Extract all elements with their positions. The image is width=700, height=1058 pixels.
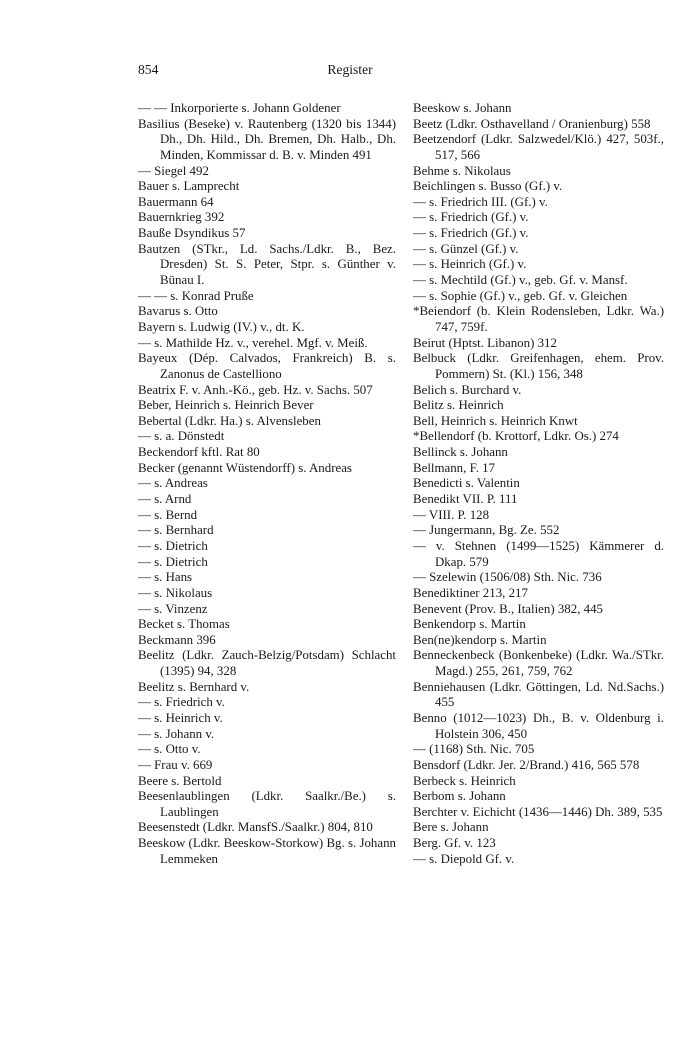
index-entry: Berchter v. Eichicht (1436—1446) Dh. 389, 535	[413, 804, 663, 819]
index-entry: — s. Friedrich (Gf.) v.	[413, 226, 529, 241]
index-entry: — s. Johann v.	[138, 726, 215, 741]
index-entry: Bell, Heinrich s. Heinrich Knwt	[413, 413, 578, 428]
index-entry: Beckmann 396	[138, 632, 216, 647]
index-entry: — — Inkorporierte s. Johann Goldener	[138, 101, 341, 115]
index-entry: — s. Andreas	[138, 476, 208, 491]
index-entry: — Jungermann, Bg. Ze. 552	[413, 523, 560, 538]
index-entry: Bellmann, F. 17	[413, 460, 496, 475]
index-entry: — s. Bernhard	[138, 523, 214, 538]
index-entry: — s. Sophie (Gf.) v., geb. Gf. v. Gleichen	[413, 288, 628, 303]
index-entry: — s. Günzel (Gf.) v.	[413, 241, 519, 256]
page-header	[0, 62, 700, 84]
index-entry: — s. Friedrich (Gf.) v.	[413, 210, 529, 225]
index-entry: — s. Vinzenz	[138, 601, 208, 616]
index-entry: Bebertal (Ldkr. Ha.) s. Alvensleben	[138, 413, 321, 428]
index-entry: — Szelewin (1506/08) Sth. Nic. 736	[413, 570, 602, 585]
index-entry: Benedikt VII. P. 111	[413, 492, 518, 507]
index-entry: — VIII. P. 128	[413, 507, 490, 522]
left-index-column	[138, 101, 396, 867]
index-entry: — s. Friedrich III. (Gf.) v.	[413, 194, 548, 209]
index-entry: — s. Dietrich	[138, 554, 208, 569]
index-entry: Beesenstedt (Ldkr. MansfS./Saalkr.) 804, 810	[138, 820, 373, 835]
index-entry: — s. Mechtild (Gf.) v., geb. Gf. v. Mansf.	[413, 273, 628, 288]
index-entry: — s. Friedrich v.	[138, 695, 225, 710]
index-entry: Beetz (Ldkr. Osthavelland / Oranienburg) 558	[413, 116, 651, 131]
index-entry: — s. Hans	[138, 570, 193, 585]
index-entry: Beelitz (Ldkr. Zauch-Belzig/Potsdam) Schlacht (1395) 94, 328	[138, 648, 396, 679]
running-title: Register	[327, 62, 373, 77]
index-entry: Berbom s. Johann	[413, 789, 506, 804]
index-entry: Beelitz s. Bernhard v.	[138, 679, 250, 694]
index-entry: Beckendorf kftl. Rat 80	[138, 445, 260, 460]
right-index-column	[413, 101, 664, 867]
index-entry: — s. Heinrich v.	[138, 710, 223, 725]
index-entry: — s. Otto v.	[138, 742, 201, 757]
index-entry: Bauermann 64	[138, 194, 214, 209]
index-entry: Beetzendorf (Ldkr. Salzwedel/Klö.) 427, 503f., 517, 566	[413, 132, 664, 162]
index-entry: Bautzen (STkr., Ld. Sachs./Ldkr. B., Bez. Dresden) St. S. Peter, Stpr. s. Günther v. Bünau I.	[138, 241, 396, 288]
index-entry: Beeskow s. Johann	[413, 101, 512, 115]
index-entry: Berbeck s. Heinrich	[413, 773, 516, 788]
index-entry: — s. Nikolaus	[138, 585, 213, 600]
index-entry: Becker (genannt Wüstendorff) s. Andreas	[138, 460, 352, 475]
index-entry: Bauer s. Lamprecht	[138, 179, 240, 194]
index-entry: — s. Diepold Gf. v.	[413, 851, 515, 866]
index-entry: Benkendorp s. Martin	[413, 617, 526, 632]
index-entry: Behme s. Nikolaus	[413, 163, 511, 178]
index-entry: Berg. Gf. v. 123	[413, 836, 496, 851]
index-entry: — — s. Konrad Pruße	[138, 288, 254, 303]
index-entry: Beber, Heinrich s. Heinrich Bever	[138, 398, 314, 413]
index-entry: — s. Arnd	[138, 492, 192, 507]
index-entry: — s. Heinrich (Gf.) v.	[413, 257, 527, 272]
index-entry: Bayern s. Ludwig (IV.) v., dt. K.	[138, 319, 305, 334]
index-entry: Beirut (Hptst. Libanon) 312	[413, 335, 557, 350]
index-entry: Benediktiner 213, 217	[413, 585, 528, 600]
index-entry: Belich s. Burchard v.	[413, 382, 522, 397]
index-entry: Becket s. Thomas	[138, 617, 230, 632]
index-entry: Beesenlaublingen (Ldkr. Saalkr./Be.) s. Laublingen	[138, 789, 396, 819]
index-entry: Belitz s. Heinrich	[413, 398, 504, 413]
index-entry: Ben(ne)kendorp s. Martin	[413, 632, 547, 647]
index-entry: — Siegel 492	[138, 163, 209, 178]
index-entry: Bere s. Johann	[413, 820, 489, 835]
index-entry: — v. Stehnen (1499—1525) Kämmerer d. Dkap. 579	[413, 538, 664, 569]
index-entry: Baußе Dsyndikus 57	[138, 226, 246, 241]
index-entry: Beatrix F. v. Anh.-Kö., geb. Hz. v. Sachs. 507	[138, 382, 373, 397]
index-entry: — s. Mathilde Hz. v., verehel. Mgf. v. Meiß.	[138, 335, 368, 350]
index-entry: Benneckenbeck (Bonkenbeke) (Ldkr. Wa./STkr. Magd.) 255, 261, 759, 762	[413, 648, 664, 679]
index-entry: Benedicti s. Valentin	[413, 476, 520, 491]
index-entry: Bellinck s. Johann	[413, 445, 508, 460]
index-entry: Beichlingen s. Busso (Gf.) v.	[413, 179, 563, 194]
index-entry: — s. Dietrich	[138, 538, 208, 553]
index-entry: Basilius (Beseke) v. Rautenberg (1320 bis 1344) Dh., Dh. Hild., Dh. Bremen, Dh. Halb., Dh. Minden, Kommissar d. B. v. Minden 491	[138, 116, 396, 162]
index-entry: Benniehausen (Ldkr. Göttingen, Ld. Nd.Sachs.) 455	[413, 679, 664, 710]
page-number: 854	[138, 62, 159, 77]
index-entry: *Beiendorf (b. Klein Rodensleben, Ldkr. Wa.) 747, 759f.	[413, 304, 664, 334]
index-entry: — s. Bernd	[138, 507, 198, 522]
index-entry: Bensdorf (Ldkr. Jer. 2/Brand.) 416, 565 578	[413, 757, 640, 772]
index-entry: Beere s. Bertold	[138, 773, 222, 788]
index-entry: Bayeux (Dép. Calvados, Frankreich) B. s. Zanonus de Castelliono	[138, 351, 396, 381]
index-entry: Beeskow (Ldkr. Beeskow-Storkow) Bg. s. Johann Lemmeken	[138, 836, 396, 866]
index-entry: Bavarus s. Otto	[138, 304, 218, 319]
index-entry: Belbuck (Ldkr. Greifenhagen, ehem. Prov. Pommern) St. (Kl.) 156, 348	[413, 351, 664, 381]
index-entry: Bauernkrieg 392	[138, 210, 225, 225]
index-entry: Benevent (Prov. B., Italien) 382, 445	[413, 601, 603, 616]
index-entry: — (1168) Sth. Nic. 705	[413, 742, 535, 757]
index-entry: — Frau v. 669	[138, 757, 213, 772]
index-entry: *Bellendorf (b. Krottorf, Ldkr. Os.) 274	[413, 429, 619, 444]
index-entry: Benno (1012—1023) Dh., B. v. Oldenburg i. Holstein 306, 450	[413, 710, 664, 741]
index-entry: — s. a. Dönstedt	[138, 429, 225, 444]
